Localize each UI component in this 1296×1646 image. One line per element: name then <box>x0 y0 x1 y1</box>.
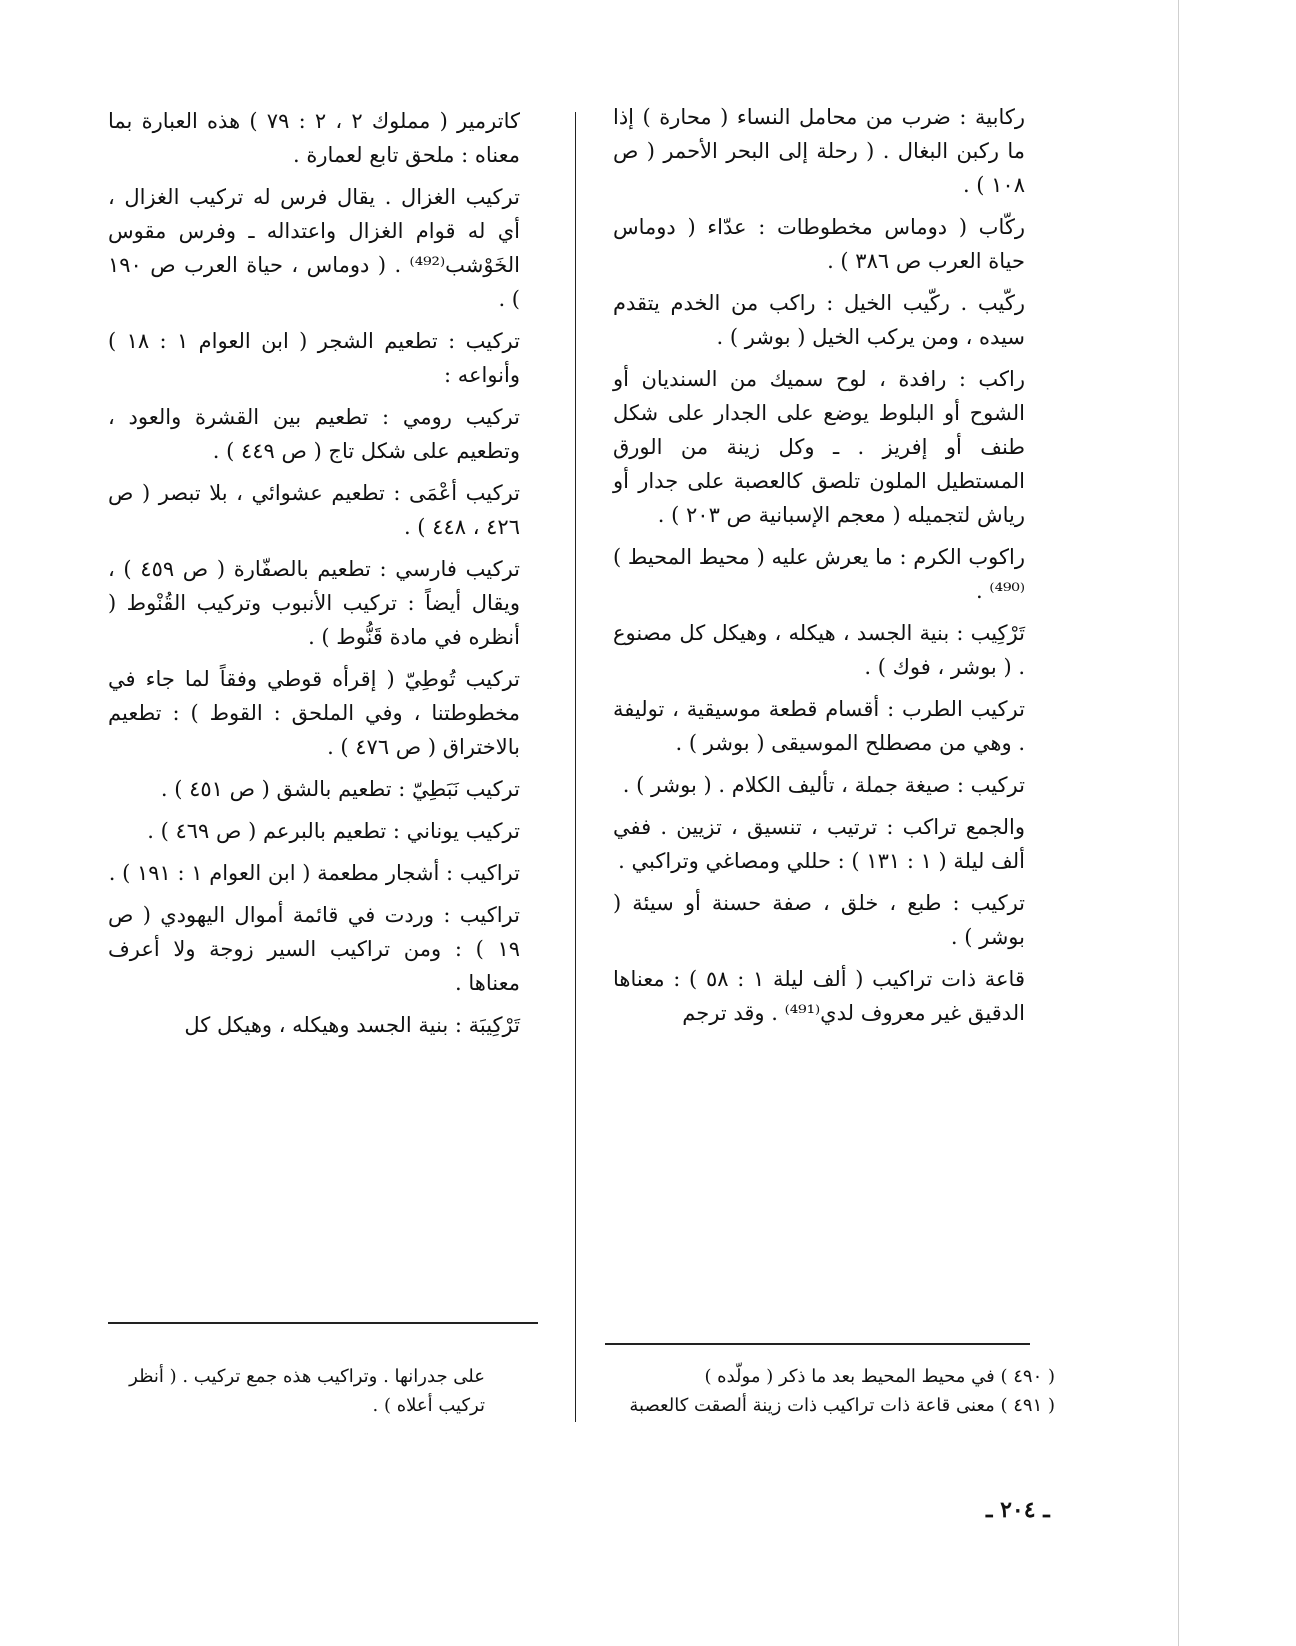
entry-tarkib-sentence: تركيب : صيغة جملة ، تأليف الكلام . ( بوشر ) . <box>622 773 1025 798</box>
entry-quatremere: كاترمير ( مملوك ٢ ، ٢ : ٧٩ ) هذه العبارة بما معناه : ملحق تابع لعمارة . <box>108 109 520 168</box>
left-column <box>108 104 520 1050</box>
entry-rakib: راكب : رافدة ، لوح سميك من السنديان أو الشوح أو البلوط يوضع على الجدار على شكل طنف أو إفريز . ـ وكل زينة من الورق المستطيل الملون تلصق كالعصبة على جدار أو رياش لتجميله ( معجم الإسبانية ص ٢٠٣ ) . <box>613 367 1025 528</box>
entry-tarakib-list: تراكيب : وردت في قائمة أموال اليهودي ( ص ١٩ ) : ومن تراكيب السير زوجة ولا أعرف معناها . <box>108 903 520 996</box>
entry-tarkib-yunani: تركيب يوناني : تطعيم بالبرعم ( ص ٤٦٩ ) . <box>147 819 520 844</box>
entry-tarkib-tuti: تركيب تُوطِيّ ( إقرأه قوطي وفقاً لما جاء في مخطوطتنا ، وفي الملحق : القوط ) : تطعيم بالاختراق ( ص ٤٧٦ ) . <box>108 667 520 760</box>
entry-tarkib-farisi: تركيب فارسي : تطعيم بالصفّارة ( ص ٤٥٩ ) ، ويقال أيضاً : تركيب الأنبوب وتركيب القُنْوط ( أنظره في مادة قَنُّوط ) . <box>108 557 520 650</box>
entry-rakub: راكوب الكرم : ما يعرش عليه ( محيط المحيط )⁽⁴⁹⁰⁾ . <box>613 545 1025 604</box>
footnote-continuation: على جدرانها . وتراكيب هذه جمع تركيب . ( أنظر تركيب أعلاه ) . <box>129 1366 485 1416</box>
entry-rakkab: ركّاب ( دوماس مخطوطات : عدّاء ( دوماس حياة العرب ص ٣٨٦ ) . <box>613 215 1025 274</box>
footnote-rule-right <box>605 1343 1030 1345</box>
entry-tarkib-tarab: تركيب الطرب : أقسام قطعة موسيقية ، توليفة . وهي من مصطلح الموسيقى ( بوشر ) . <box>613 697 1025 756</box>
entry-rikabiya: ركابية : ضرب من محامل النساء ( محارة ) إذا ما ركبن البغال . ( رحلة إلى البحر الأحمر ( ص ١٠٨ ) . <box>613 105 1025 198</box>
entry-tarkib-ghazal: تركيب الغزال . يقال فرس له تركيب الغزال ، أي له قوام الغزال واعتداله ـ وفرس مقوس الخَوْشب⁽⁴⁹²⁾ . ( دوماس ، حياة العرب ص ١٩٠ ) . <box>108 185 520 312</box>
entry-tarakib-plural: والجمع تراكب : ترتيب ، تنسيق ، تزيين . ففي ألف ليلة ( ١ : ١٣١ ) : حللي ومصاغي وتراكبي . <box>613 815 1025 874</box>
column-divider <box>575 112 576 1422</box>
entry-tarakib-trees: تراكيب : أشجار مطعمة ( ابن العوام ١ : ١٩١ ) . <box>108 861 520 886</box>
entry-tarkib-aama: تركيب أعْمَى : تطعيم عشوائي ، بلا تبصر ( ص ٤٢٦ ، ٤٤٨ ) . <box>108 481 520 540</box>
entry-qaa: قاعة ذات تراكيب ( ألف ليلة ١ : ٥٨ ) : معناها الدقيق غير معروف لدي⁽⁴⁹¹⁾ . وقد ترجم <box>613 967 1025 1026</box>
entry-tarkib-grafting: تركيب : تطعيم الشجر ( ابن العوام ١ : ١٨ ) وأنواعه : <box>108 329 520 388</box>
scan-edge-line <box>1178 0 1179 1646</box>
footnotes-left <box>100 1363 485 1421</box>
page-number: ـ ٢٠٤ ـ <box>986 1497 1050 1523</box>
footnote-rule-left <box>108 1322 538 1324</box>
entry-tarkib-nature: تركيب : طبع ، خلق ، صفة حسنة أو سيئة ( بوشر ) . <box>613 891 1025 950</box>
entry-rakkib: ركّيب . ركّيب الخيل : راكب من الخدم يتقدم سيده ، ومن يركب الخيل ( بوشر ) . <box>613 291 1025 350</box>
footnote-491: ( ٤٩١ ) معنى قاعة ذات تراكيب ذات زينة ألصقت كالعصبة <box>629 1394 1055 1416</box>
entry-tarkib-body: تَرْكِيب : بنية الجسد ، هيكله ، وهيكل كل مصنوع . ( بوشر ، فوك ) . <box>613 621 1025 680</box>
entry-tarkib-nabati: تركيب نَبَطِيّ : تطعيم بالشق ( ص ٤٥١ ) . <box>160 777 520 802</box>
right-column <box>613 100 1025 1038</box>
entry-tarkib-rumi: تركيب رومي : تطعيم بين القشرة والعود ، وتطعيم على شكل تاج ( ص ٤٤٩ ) . <box>108 405 520 464</box>
footnotes-right <box>600 1363 1055 1421</box>
entry-tarkiba: تَرْكِيبَة : بنية الجسد وهيكله ، وهيكل كل <box>184 1013 520 1038</box>
footnote-490: ( ٤٩٠ ) في محيط المحيط بعد ما ذكر ( مولّده ) <box>704 1366 1055 1387</box>
